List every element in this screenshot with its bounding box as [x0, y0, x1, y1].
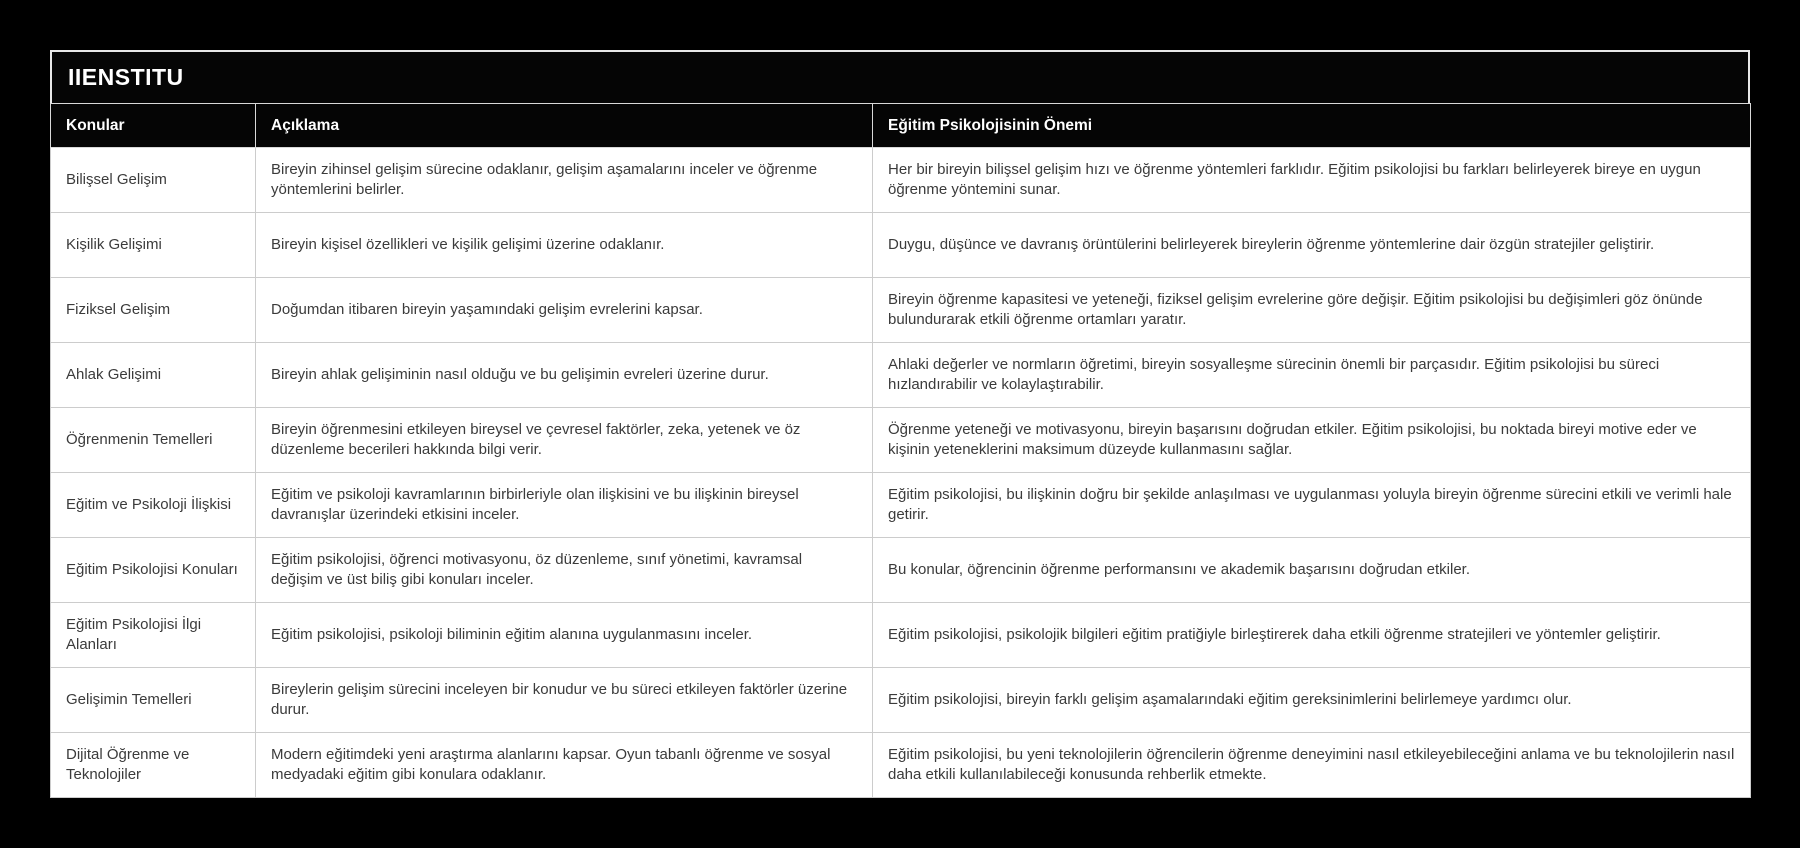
topic-cell: Fiziksel Gelişim [51, 278, 256, 343]
description-cell: Eğitim ve psikoloji kavramlarının birbirleriyle olan ilişkisini ve bu ilişkinin bireysel davranışlar üzerindeki etkisini inceler. [256, 473, 873, 538]
table-row [51, 603, 1751, 668]
importance-cell: Eğitim psikolojisi, psikolojik bilgileri eğitim pratiğiyle birleştirerek daha etkili öğrenme stratejileri ve yöntemler geliştirir. [873, 603, 1751, 668]
header-row [51, 104, 1751, 148]
importance-cell: Bireyin öğrenme kapasitesi ve yeteneği, fiziksel gelişim evrelerine göre değişir. Eğitim psikolojisi bu değişimleri göz önünde bulundurarak etkili öğrenme ortamları yaratır. [873, 278, 1751, 343]
importance-cell: Ahlaki değerler ve normların öğretimi, bireyin sosyalleşme sürecinin önemli bir parçasıdır. Eğitim psikolojisi bu süreci hızlandırabilir ve kolaylaştırabilir. [873, 343, 1751, 408]
topic-cell: Bilişsel Gelişim [51, 148, 256, 213]
importance-cell: Eğitim psikolojisi, bu yeni teknolojilerin öğrencilerin öğrenme deneyimini nasıl etkileyebileceğini anlama ve bu teknolojilerin nasıl daha etkili kullanılabileceği konusunda rehberlik etmekte. [873, 733, 1751, 798]
table-row [51, 408, 1751, 473]
topic-cell: Öğrenmenin Temelleri [51, 408, 256, 473]
table-row [51, 148, 1751, 213]
column-header-onemi: Eğitim Psikolojisinin Önemi [873, 104, 1751, 148]
importance-cell: Bu konular, öğrencinin öğrenme performansını ve akademik başarısını doğrudan etkiler. [873, 538, 1751, 603]
site-title: IIENSTITU [68, 64, 184, 90]
description-cell: Modern eğitimdeki yeni araştırma alanlarını kapsar. Oyun tabanlı öğrenme ve sosyal medyadaki eğitim gibi konulara odaklanır. [256, 733, 873, 798]
description-cell: Bireyin zihinsel gelişim sürecine odaklanır, gelişim aşamalarını inceler ve öğrenme yöntemlerini belirler. [256, 148, 873, 213]
topic-cell: Kişilik Gelişimi [51, 213, 256, 278]
table-row [51, 538, 1751, 603]
topic-cell: Eğitim ve Psikoloji İlişkisi [51, 473, 256, 538]
importance-cell: Eğitim psikolojisi, bireyin farklı gelişim aşamalarındaki eğitim gereksinimlerini belirlemeye yardımcı olur. [873, 668, 1751, 733]
table-row [51, 733, 1751, 798]
topic-cell: Eğitim Psikolojisi İlgi Alanları [51, 603, 256, 668]
importance-cell: Her bir bireyin bilişsel gelişim hızı ve öğrenme yöntemleri farklıdır. Eğitim psikolojisi bu farkları belirleyerek bireye en uygun öğrenme yöntemini sunar. [873, 148, 1751, 213]
table-header [51, 104, 1751, 148]
description-cell: Bireyin ahlak gelişiminin nasıl olduğu ve bu gelişimin evreleri üzerine durur. [256, 343, 873, 408]
title-bar [50, 50, 1750, 103]
table-row [51, 343, 1751, 408]
importance-cell: Öğrenme yeteneği ve motivasyonu, bireyin başarısını doğrudan etkiler. Eğitim psikolojisi, bu noktada bireyi motive eder ve kişinin yeteneklerini maksimum düzeyde kullanmasını sağlar. [873, 408, 1751, 473]
description-cell: Bireyin kişisel özellikleri ve kişilik gelişimi üzerine odaklanır. [256, 213, 873, 278]
content-frame [50, 50, 1750, 798]
description-cell: Bireylerin gelişim sürecini inceleyen bir konudur ve bu süreci etkileyen faktörler üzerine durur. [256, 668, 873, 733]
importance-cell: Eğitim psikolojisi, bu ilişkinin doğru bir şekilde anlaşılması ve uygulanması yoluyla bireyin öğrenme sürecini etkili ve verimli hale getirir. [873, 473, 1751, 538]
table-body [51, 148, 1751, 798]
topic-cell: Dijital Öğrenme ve Teknolojiler [51, 733, 256, 798]
table-row [51, 213, 1751, 278]
table-row [51, 668, 1751, 733]
topic-cell: Gelişimin Temelleri [51, 668, 256, 733]
description-cell: Eğitim psikolojisi, psikoloji biliminin eğitim alanına uygulanmasını inceler. [256, 603, 873, 668]
column-header-aciklama: Açıklama [256, 104, 873, 148]
table-row [51, 278, 1751, 343]
topics-table [50, 103, 1751, 798]
description-cell: Eğitim psikolojisi, öğrenci motivasyonu, öz düzenleme, sınıf yönetimi, kavramsal değişim ve üst biliş gibi konuları inceler. [256, 538, 873, 603]
topic-cell: Eğitim Psikolojisi Konuları [51, 538, 256, 603]
topic-cell: Ahlak Gelişimi [51, 343, 256, 408]
column-header-konular: Konular [51, 104, 256, 148]
table-row [51, 473, 1751, 538]
importance-cell: Duygu, düşünce ve davranış örüntülerini belirleyerek bireylerin öğrenme yöntemlerine dair özgün stratejiler geliştirir. [873, 213, 1751, 278]
description-cell: Doğumdan itibaren bireyin yaşamındaki gelişim evrelerini kapsar. [256, 278, 873, 343]
description-cell: Bireyin öğrenmesini etkileyen bireysel ve çevresel faktörler, zeka, yetenek ve öz düzenleme becerileri hakkında bilgi verir. [256, 408, 873, 473]
